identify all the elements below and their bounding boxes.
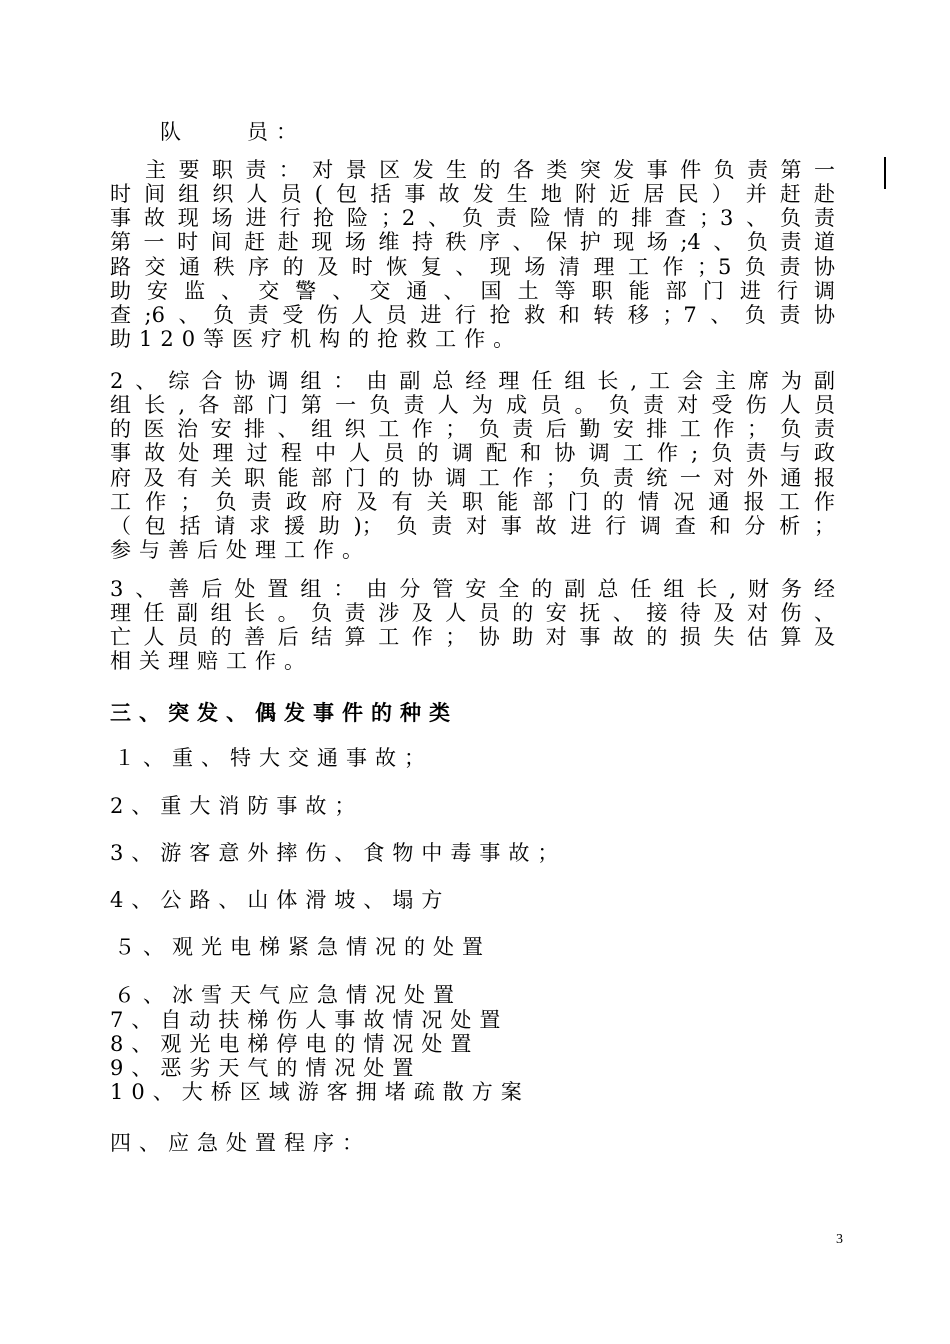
incident-item: 8、观光电梯停电的情况处置: [110, 1032, 480, 1056]
duty-line: 路交通秩序的及时恢复、现场清理工作；5负责协: [110, 255, 835, 279]
group2-line: （包括请求援助)；负责对事故进行调查和分析；: [110, 514, 835, 538]
duty-line: 助120等医疗机构的抢救工作。: [110, 327, 523, 351]
incident-item: ６、冰雪天气应急情况处置: [114, 983, 462, 1007]
incident-item: 4、公路、山体滑坡、塌方: [110, 888, 451, 912]
group2-line: 的医治安排、组织工作；负责后勤安排工作；负责: [110, 417, 835, 441]
incident-item: 3、游客意外摔伤、食物中毒事故；: [110, 841, 567, 865]
duty-line: 第一时间赶赴现场维持秩序、保护现场;4、负责道: [110, 230, 835, 254]
incident-item: １、重、特大交通事故；: [114, 746, 433, 770]
duty-line: 助安监、交警、交通、国土等职能部门进行调: [110, 279, 835, 303]
group2-line: 事故处理过程中人员的调配和协调工作;负责与政: [110, 441, 835, 465]
section3-heading: 三、突发、偶发事件的种类: [110, 700, 458, 725]
duty-line: 事故现场进行抢险；2、负责险情的排查；3、负责: [110, 206, 835, 230]
incident-item: 2、重大消防事故；: [110, 794, 364, 818]
group2-line: 组长,各部门第一负责人为成员。负责对受伤人员: [110, 393, 835, 417]
page-number: 3: [836, 1232, 843, 1247]
group2-line: 参与善后处理工作。: [110, 538, 371, 562]
duty-line: 时间组织人员(包括事故发生地附近居民）并赶赴: [110, 182, 835, 206]
incident-item: ５、观光电梯紧急情况的处置: [114, 935, 491, 959]
duty-line: 主要职责：对景区发生的各类突发事件负责第一: [145, 158, 835, 182]
group2-line: 府及有关职能部门的协调工作；负责统一对外通报: [110, 466, 835, 490]
group3-line: 理任副组长。负责涉及人员的安抚、接待及对伤、: [110, 601, 835, 625]
section4-heading: 四、应急处置程序：: [110, 1131, 371, 1155]
group3-line: 相关理赔工作。: [110, 649, 313, 673]
group3-line: 亡人员的善后结算工作；协助对事故的损失估算及: [110, 625, 835, 649]
group2-line: 工作；负责政府及有关职能部门的情况通报工作: [110, 490, 835, 514]
incident-item: 10、大桥区域游客拥堵疏散方案: [110, 1080, 530, 1104]
incident-item: 9、恶劣天气的情况处置: [110, 1056, 422, 1080]
group2-line: 2、综合协调组：由副总经理任组长,工会主席为副: [110, 369, 835, 393]
group3-line: 3、善后处置组：由分管安全的副总任组长,财务经: [110, 577, 835, 601]
team-member-label: 队 员：: [160, 120, 305, 144]
change-bar: [884, 157, 886, 189]
incident-item: 7、自动扶梯伤人事故情况处置: [110, 1008, 509, 1032]
duty-line: 查;6、负责受伤人员进行抢救和转移；7、负责协: [110, 303, 835, 327]
